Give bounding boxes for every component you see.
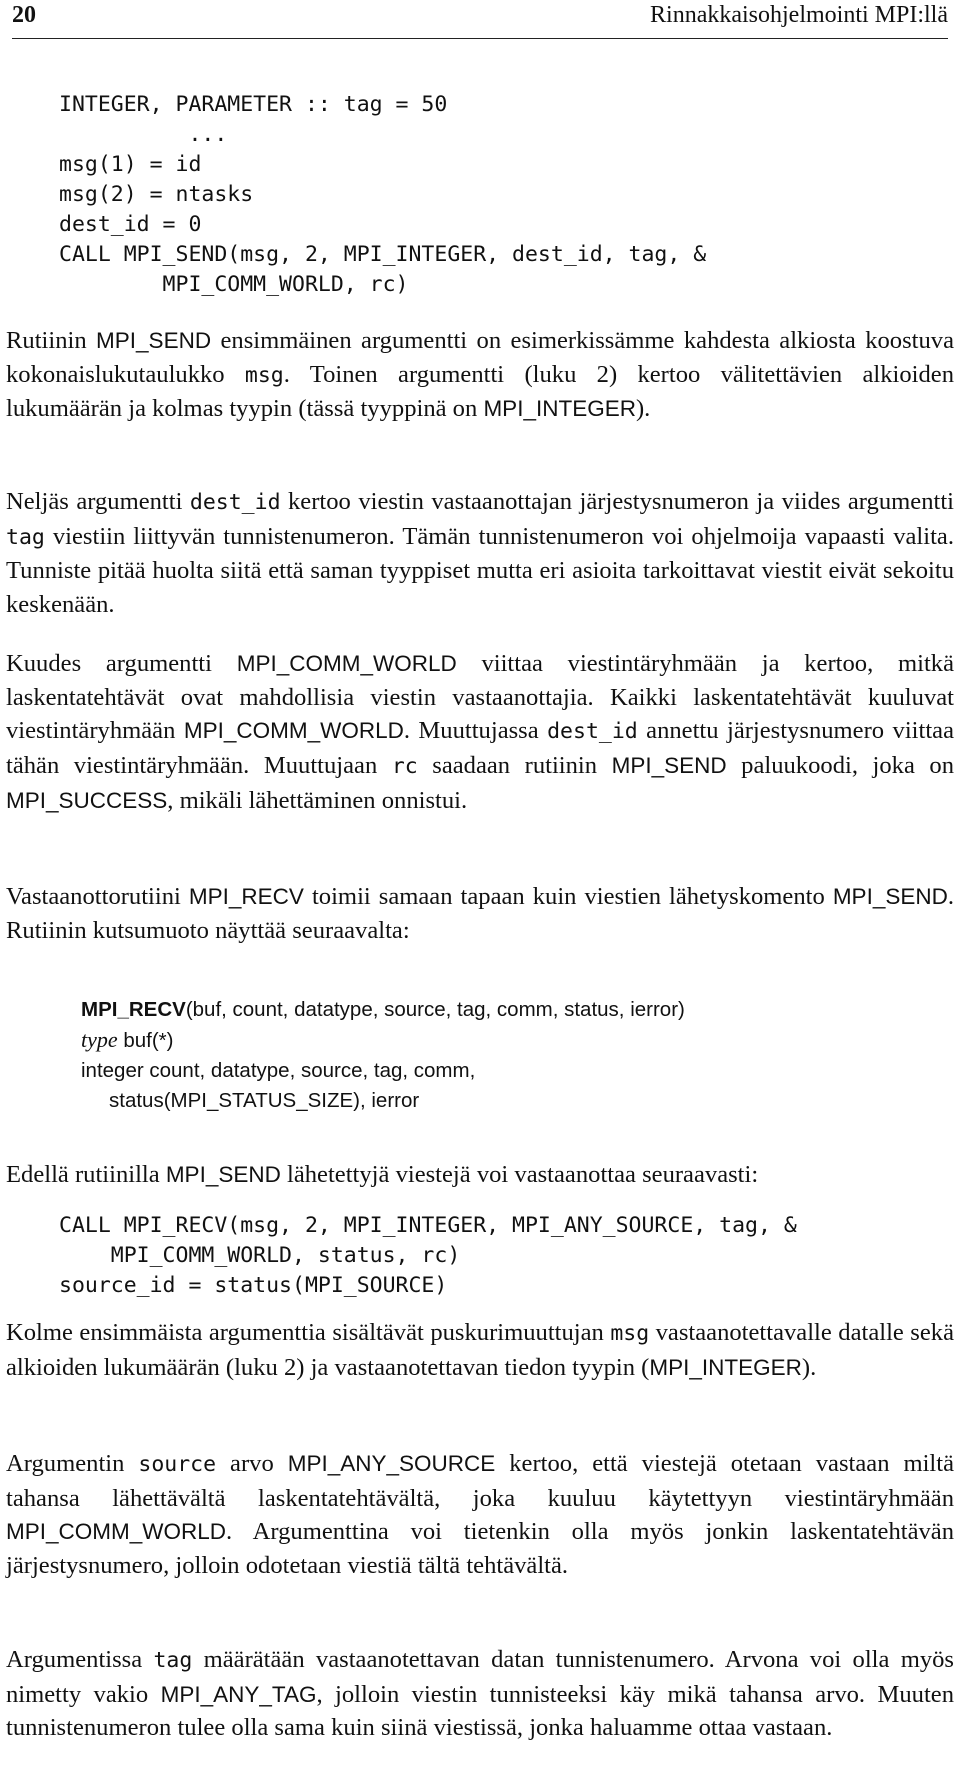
- function-synopsis: [81, 995, 685, 1116]
- text: ).: [801, 1353, 817, 1381]
- paragraph-comm-world: [6, 647, 954, 818]
- text: , mikäli lähettäminen onnistui.: [167, 786, 468, 814]
- text: toimii samaan tapaan kuin viestien lähetyskomento: [303, 883, 833, 910]
- inline-constant: MPI_SEND: [96, 328, 212, 353]
- inline-constant: MPI_COMM_WORLD: [183, 718, 404, 744]
- text: lähetettyjä viestejä voi vastaanottaa seuraavasti:: [280, 1161, 759, 1188]
- text: . Toinen argumentti (luku 2) kertoo välitettävien alkioiden lukumäärän ja kolmas tyypin (tässä tyyppinä on: [6, 360, 954, 423]
- paragraph-recv-intro: [6, 880, 954, 947]
- function-name: MPI_RECV: [81, 998, 186, 1021]
- inline-constant: MPI_INTEGER: [483, 396, 636, 422]
- inline-code: tag: [6, 524, 45, 550]
- text: arvo: [216, 1450, 288, 1477]
- paragraph-send-args: [6, 324, 954, 426]
- inline-constant: MPI_RECV: [188, 884, 304, 909]
- inline-constant: MPI_COMM_WORLD: [6, 1519, 227, 1545]
- code-line: ...: [59, 122, 228, 147]
- text: . Argumenttina voi tietenkin olla myös jonkin laskentatehtävän järjestysnumero, jolloin odotetaan viestiä tältä tehtävältä.: [6, 1518, 954, 1580]
- code-line: source_id = status(MPI_SOURCE): [59, 1273, 448, 1298]
- text: kertoo viestin vastaanottajan järjestysnumeron ja viides argumentti: [280, 488, 954, 515]
- paragraph-any-tag: [6, 1643, 954, 1745]
- text: annettu järjestysnumero viittaa tähän viestintäryhmään. Muuttujaan: [6, 717, 954, 780]
- text: määrätään vastaanotettavan datan tunnistenumero. Arvona voi olla myös nimetty vakio: [6, 1646, 954, 1708]
- inline-code: rc: [391, 754, 418, 780]
- page-header: [6, 0, 954, 30]
- code-block-send: [59, 90, 706, 300]
- inline-code: tag: [153, 1648, 193, 1673]
- synopsis-buf-decl: [81, 1025, 685, 1056]
- text: kertoo, että viestejä otetaan vastaan miltä tahansa lähettävältä laskentatehtävältä, joka kuuluu käytettyyn viestintäryhmään: [6, 1450, 955, 1512]
- buf-declaration: buf(*): [117, 1029, 174, 1052]
- text: Edellä rutiinilla: [6, 1161, 166, 1188]
- code-line: CALL MPI_SEND(msg, 2, MPI_INTEGER, dest_id, tag, &: [59, 242, 707, 267]
- text: paluukoodi, joka on: [726, 752, 955, 780]
- paragraph-recv-args: [6, 1316, 954, 1384]
- text: Kolme ensimmäista argumenttia sisältävät puskurimuuttujan: [6, 1319, 611, 1346]
- inline-constant: MPI_COMM_WORLD: [236, 651, 457, 676]
- inline-code: source: [138, 1452, 217, 1477]
- function-args: (buf, count, datatype, source, tag, comm, status, ierror): [185, 998, 685, 1021]
- synopsis-int-decl-cont: status(MPI_STATUS_SIZE), ierror: [109, 1089, 420, 1112]
- inline-constant: MPI_ANY_SOURCE: [287, 1451, 496, 1476]
- inline-constant: MPI_INTEGER: [649, 1354, 802, 1380]
- text: , jolloin viestin tunnisteeksi käy mikä tahansa arvo. Muuten tunnistenumeron tulee olla sama kuin siinä viestissä, jonka haluamme ottaa vastaan.: [6, 1680, 955, 1742]
- inline-constant: MPI_SUCCESS: [6, 787, 168, 813]
- text: Vastaanottorutiini: [6, 883, 189, 910]
- inline-code: msg: [244, 362, 284, 388]
- code-block-recv: [59, 1211, 797, 1301]
- text: Argumentin: [6, 1450, 139, 1477]
- text: saadaan rutiinin: [417, 752, 612, 780]
- type-placeholder: type: [81, 1027, 118, 1052]
- inline-code: dest_id: [547, 719, 638, 745]
- code-line: dest_id = 0: [59, 212, 202, 237]
- code-line: INTEGER, PARAMETER :: tag = 50: [59, 92, 448, 117]
- text: viestiin liittyvän tunnistenumeron. Tämän tunnistenumeron voi ohjelmoija vapaasti valita. Tunniste pitää huolta siitä että saman tyyppiset mutta eri asioita tarkoittavat viestit eivät sekoitu keskenään.: [6, 522, 954, 619]
- synopsis-signature: [81, 995, 685, 1025]
- text: Rutiinin: [6, 327, 97, 354]
- code-line: msg(2) = ntasks: [59, 182, 254, 207]
- text: Argumentissa: [6, 1646, 154, 1673]
- text: ensimmäinen argumentti on esimerkissämme kahdesta alkiosta koostuva kokonaislukutaulukko: [6, 327, 955, 388]
- paragraph-recv-example-intro: [6, 1158, 954, 1192]
- text: . Rutiinin kutsumuoto näyttää seuraavalta:: [6, 883, 954, 944]
- header-rule: [12, 38, 948, 39]
- synopsis-int-decl: integer count, datatype, source, tag, comm,: [81, 1059, 476, 1082]
- code-line: msg(1) = id: [59, 152, 202, 177]
- inline-code: msg: [610, 1321, 650, 1346]
- inline-constant: MPI_SEND: [832, 884, 948, 909]
- paragraph-any-source: [6, 1447, 954, 1583]
- text: . Muuttujassa: [403, 717, 548, 745]
- inline-constant: MPI_SEND: [165, 1162, 281, 1187]
- text: viittaa viestintäryhmään ja kertoo, mitkä laskentatehtävät ovat mahdollisia viestin vastaanottajia. Kaikki laskentatehtävät kuuluvat viestintäryhmään: [6, 650, 954, 745]
- text: Neljäs argumentti: [6, 488, 190, 515]
- page-number: 20: [12, 2, 36, 28]
- inline-constant: MPI_ANY_TAG: [160, 1681, 317, 1707]
- code-line: MPI_COMM_WORLD, rc): [59, 272, 409, 297]
- text: Kuudes argumentti: [6, 650, 237, 677]
- inline-code: dest_id: [189, 490, 281, 515]
- code-line: CALL MPI_RECV(msg, 2, MPI_INTEGER, MPI_ANY_SOURCE, tag, &: [59, 1213, 797, 1238]
- inline-constant: MPI_SEND: [611, 753, 727, 779]
- running-title: Rinnakkaisohjelmointi MPI:llä: [650, 2, 948, 28]
- text: ).: [635, 395, 651, 423]
- text: vastaanotettavalle datalle sekä alkioiden lukumäärän (luku 2) ja vastaanotettavan tiedon tyypin (: [6, 1319, 954, 1381]
- code-line: MPI_COMM_WORLD, status, rc): [59, 1243, 461, 1268]
- paragraph-dest-tag: [6, 485, 954, 622]
